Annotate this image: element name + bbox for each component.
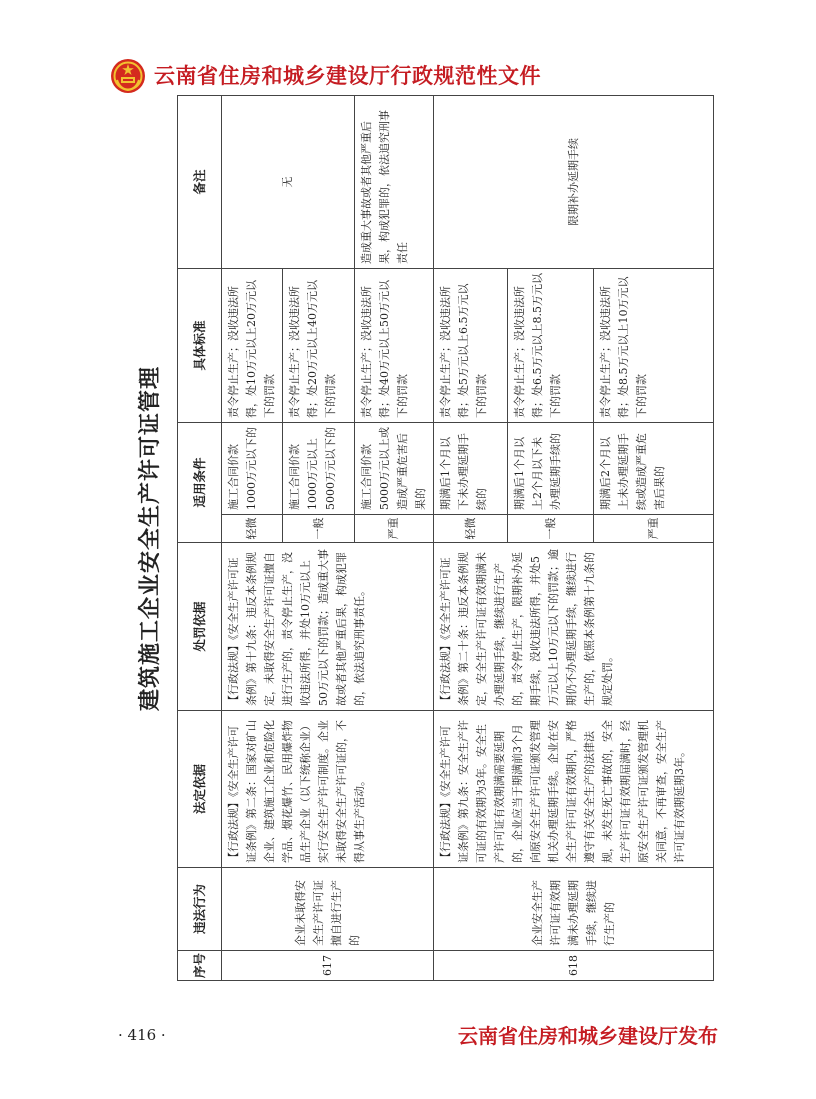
basis-cell: 【行政法规】《安全生产许可证条例》第二条：国家对矿山企业、建筑施工企业和危险化学品、烟花爆竹、民用爆炸物品生产企业（以下统称企业）实行安全生产许可制度。企业未取得安全生产许可证的，不得从事生产活动。: [222, 711, 434, 868]
condition-cell: 期满后2个月以上未办理延期手续或造成严重危害后果的: [594, 422, 714, 514]
col-header-penalty-basis: 处罚依据: [178, 543, 222, 711]
page-number: · 416 ·: [118, 1026, 166, 1044]
standard-cell: 责令停止生产；没收违法所得，处10万元以上20万元以下的罚款: [222, 268, 283, 422]
degree-cell: 轻微: [222, 515, 283, 543]
standard-cell: 责令停止生产；没收违法所得；处40万元以上50万元以下的罚款: [355, 268, 434, 422]
act-cell: 企业安全生产许可证有效期满未办理延期手续，继续进行生产的: [434, 868, 714, 951]
basis-cell: 【行政法规】《安全生产许可证条例》第九条：安全生产许可证的有效期为3年。安全生产许可证有效期满需要延期的，企业应当于期满前3个月向原安全生产许可证颁发管理机关办理延期手续。企业在安全生产许可证有效期内，严格遵守有关安全生产的法律法规，未发生死亡事故的，安全生产许可证有效期届满时，经原安全生产许可证颁发管理机关同意，不再审查，安全生产许可证有效期延期3年。: [434, 711, 714, 868]
degree-cell: 一般: [508, 515, 594, 543]
act-cell: 企业未取得安全生产许可证擅自进行生产的: [222, 868, 434, 951]
penalty-basis-cell: 【行政法规】《安全生产许可证条例》第二十条：违反本条例规定，安全生产许可证有效期满未办理延期手续，继续进行生产的，责令停止生产，限期补办延期手续，没收违法所得，并处5万元以上10万元以下的罚款；逾期仍不办理延期手续，继续进行生产的，依照本条例第十九条的规定处罚。: [434, 543, 714, 711]
condition-cell: 期满后1个月以上2个月以下未办理延期手续的: [508, 422, 594, 514]
seq-cell: 618: [434, 951, 714, 981]
penalty-table: [177, 95, 714, 981]
standard-cell: 责令停止生产；没收违法所得；处6.5万元以上8.5万元以下的罚款: [508, 268, 594, 422]
col-header-remark: 备注: [178, 95, 222, 268]
page-header: [110, 58, 710, 94]
rotated-document: [127, 96, 702, 981]
seq-cell: 617: [222, 951, 434, 981]
table-header-row: [178, 95, 222, 980]
document-title: 建筑施工企业安全生产许可证管理: [137, 366, 163, 712]
condition-cell: 施工合同价款1000万元以下的: [222, 422, 283, 514]
col-header-standard: 具体标准: [178, 268, 222, 422]
degree-cell: 轻微: [434, 515, 508, 543]
degree-cell: 一般: [283, 515, 355, 543]
remark-cell: 无: [222, 95, 355, 268]
standard-cell: 责令停止生产；没收违法所得；处20万元以上40万元以下的罚款: [283, 268, 355, 422]
col-header-basis: 法定依据: [178, 711, 222, 868]
footer-publisher: 云南省住房和城乡建设厅发布: [458, 1024, 718, 1048]
standard-cell: 责令停止生产；没收违法所得；处8.5万元以上10万元以下的罚款: [594, 268, 714, 422]
penalty-basis-cell: 【行政法规】《安全生产许可证条例》第十九条：违反本条例规定，未取得安全生产许可证擅自进行生产的，责令停止生产，没收违法所得，并处10万元以上50万元以下的罚款；造成重大事故或者其他严重后果，构成犯罪的，依法追究刑事责任。: [222, 543, 434, 711]
condition-cell: 施工合同价款1000万元以上5000万元以下的: [283, 422, 355, 514]
col-header-condition: 适用条件: [178, 422, 222, 542]
condition-cell: 期满后1个月以下未办理延期手续的: [434, 422, 508, 514]
degree-cell: 严重: [594, 515, 714, 543]
standard-cell: 责令停止生产；没收违法所得；处5万元以上6.5万元以下的罚款: [434, 268, 508, 422]
remark-cell: 限期补办延期手续: [434, 95, 714, 268]
col-header-seq: 序号: [178, 951, 222, 981]
header-title: 云南省住房和城乡建设厅行政规范性文件: [154, 64, 541, 88]
table-row: [434, 95, 508, 980]
remark-cell: 造成重大事故或者其他严重后果，构成犯罪的，依法追究刑事责任: [355, 95, 434, 268]
degree-cell: 严重: [355, 515, 434, 543]
national-emblem-icon: [110, 58, 146, 94]
condition-cell: 施工合同价款5000万元以上或造成严重危害后果的: [355, 422, 434, 514]
col-header-act: 违法行为: [178, 868, 222, 951]
table-row: [222, 95, 283, 980]
